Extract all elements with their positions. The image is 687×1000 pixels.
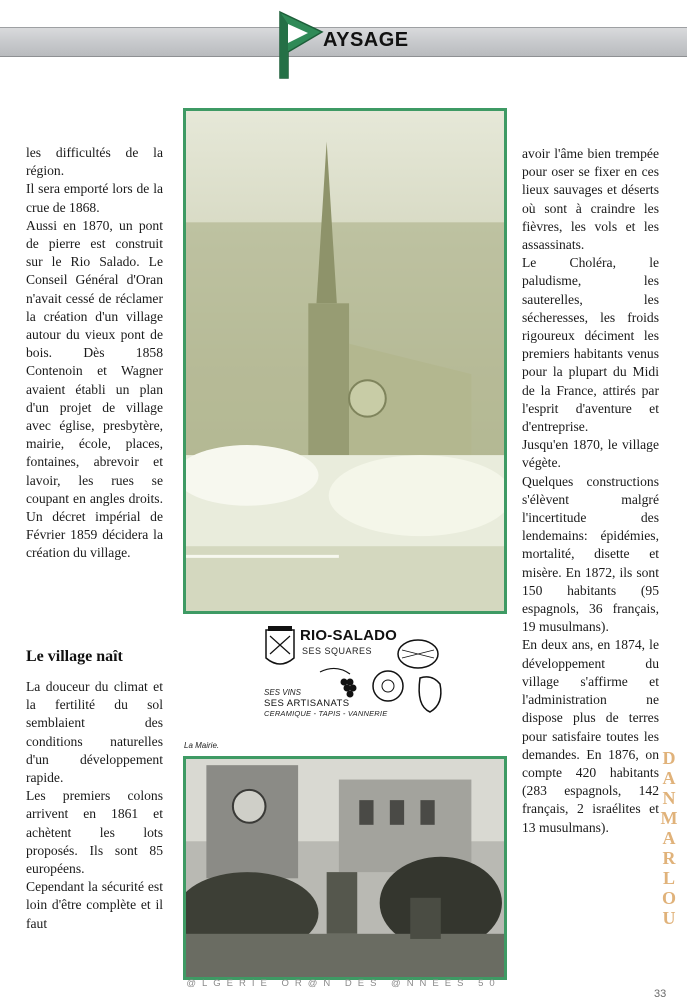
paragraph: Il sera emporté lors de la crue de 1868. — [26, 181, 163, 215]
page-number: 33 — [654, 988, 667, 1000]
paragraph: Cependant la sécurité est loin d'être complète et il faut — [26, 879, 163, 931]
paragraph: La douceur du climat et la fertilité du sol semblaient des conditions naturelles d'un développement rapide. — [26, 679, 163, 786]
paragraph: Aussi en 1870, un pont de pierre est construit sur le Rio Salado. Le Conseil Général d'Oran n'avait cessé de réclamer la création d'un village autour du vieux pont de bois. Dès 1858 Contenoin et Wagner avaient établi un plan d'un projet de village avec église, presbytère, mairie, école, places, fontaines, abrevoir et lavoir, les rues se coupant en angles droits. Un décret impérial de Février 1859 décidera la création du village. — [26, 217, 163, 561]
left-column-continued — [26, 678, 163, 933]
mairie-photo — [183, 756, 507, 980]
left-column — [26, 144, 163, 563]
paragraph: les difficultés de la région. — [26, 145, 163, 179]
stamp-subtitle: SES SQUARES — [302, 646, 373, 656]
paragraph: Le Choléra, le paludisme, les sauterelles, les sécheresses, les froids rigoureux déciment les premiers habitants venus pour la plupart du Midi de la France, attirés par l'esprit d'aventure et d'entreprise. — [522, 255, 659, 435]
church-photo — [183, 108, 507, 614]
paragraph: Les premiers colons arrivent en 1861 et achètent les lots proposés. Ils sont 85 européens. — [26, 788, 163, 877]
stamp-title: RIO-SALADO — [300, 627, 397, 644]
section-heading: Le village naît — [26, 648, 123, 665]
section-title: AYSAGE — [323, 29, 409, 51]
paragraph: Quelques constructions s'élèvent malgré l'incertitude des lendemains: épidémies, mortalité, disette et misère. En 1872, ils sont 150 habitants (95 espagnols, 36 français, 19 musulmans). — [522, 473, 659, 635]
paragraph: Jusqu'en 1870, le village végète. — [522, 437, 659, 471]
stamp-line: CERAMIQUE - TAPIS - VANNERIE — [264, 709, 388, 718]
stamp-line: SES VINS — [264, 688, 301, 697]
paysage-logo-icon — [270, 10, 326, 80]
footer: @LGERIE OR@N DES @NNEES 50 — [186, 978, 501, 989]
paragraph: En deux ans, en 1874, le développement du village s'affirme et l'administration ne dispose plus de terres pour satisfaire toutes les demandes. En 1876, on compte 420 habitants (283 espagnols, 142 français, 2 israélites et 13 musulmans). — [522, 637, 659, 835]
stamp-line: SES ARTISANATS — [264, 698, 350, 709]
right-column — [522, 145, 659, 837]
photo-caption: La Mairie. — [184, 741, 220, 750]
paragraph: avoir l'âme bien trempée pour oser se fixer en ces lieux sauvages et déserts où sont à craindre les fièvres, les vols et les assassinats. — [522, 146, 659, 253]
watermark: DANMARLOU — [660, 748, 678, 928]
